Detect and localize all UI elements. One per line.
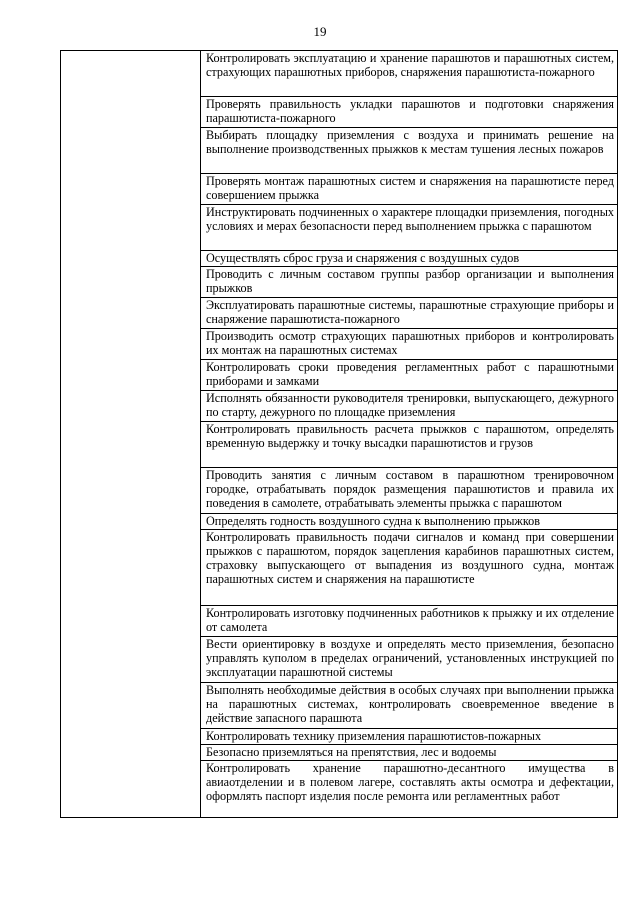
table-row: Определять годность воздушного судна к выполнению прыжков <box>201 514 617 530</box>
page-number: 19 <box>313 24 327 39</box>
table-row: Выполнять необходимые действия в особых случаях при выполнении прыжка на парашютных системах, контролировать своевременное введение в действие запасного парашюта <box>201 683 617 729</box>
table-row: Эксплуатировать парашютные системы, парашютные страхующие приборы и снаряжение парашютиста-пожарного <box>201 298 617 329</box>
table-row: Безопасно приземляться на препятствия, лес и водоемы <box>201 745 617 761</box>
table-row: Инструктировать подчиненных о характере площадки приземления, погодных условиях и мерах безопасности перед выполнением прыжка с парашютом <box>201 205 617 251</box>
table-row: Проводить с личным составом группы разбор организации и выполнения прыжков <box>201 267 617 298</box>
table-row: Контролировать правильность подачи сигналов и команд при совершении прыжков с парашютом, порядок зацепления карабинов парашютных систем, страховку выпускающего от выпадения из воздушного судна, монтаж парашютных систем и снаряжения на парашютисте <box>201 530 617 606</box>
table-row: Проверять монтаж парашютных систем и снаряжения на парашютисте перед совершением прыжка <box>201 174 617 205</box>
table-left-column <box>61 51 201 817</box>
table-right-column <box>201 51 617 817</box>
table-row: Контролировать изготовку подчиненных работников к прыжку и их отделение от самолета <box>201 606 617 637</box>
table-row: Контролировать технику приземления парашютистов-пожарных <box>201 729 617 745</box>
table-row: Контролировать эксплуатацию и хранение парашютов и парашютных систем, страхующих парашютных приборов, снаряжения парашютиста-пожарного <box>201 51 617 97</box>
table-row: Исполнять обязанности руководителя тренировки, выпускающего, дежурного по старту, дежурного по площадке приземления <box>201 391 617 422</box>
table-row: Контролировать хранение парашютно-десантного имущества в авиаотделении и в полевом лагере, составлять акты осмотра и дефектации, оформлять паспорт изделия после ремонта или регламентных работ <box>206 761 614 803</box>
table-row: Производить осмотр страхующих парашютных приборов и контролировать их монтаж на парашютных системах <box>201 329 617 360</box>
table-row: Осуществлять сброс груза и снаряжения с воздушных судов <box>201 251 617 267</box>
table-row: Выбирать площадку приземления с воздуха и принимать решение на выполнение производственных прыжков к местам тушения лесных пожаров <box>201 128 617 174</box>
table-row: Вести ориентировку в воздухе и определять место приземления, безопасно управлять куполом в пределах ограничений, установленных инструкцией по эксплуатации парашютной системы <box>201 637 617 683</box>
table-row: Контролировать сроки проведения регламентных работ с парашютными приборами и замками <box>201 360 617 391</box>
table-row: Проверять правильность укладки парашютов и подготовки снаряжения парашютиста-пожарного <box>201 97 617 128</box>
table-row: Проводить занятия с личным составом в парашютном тренировочном городке, отрабатывать порядок размещения парашютистов и правила их поведения в самолете, отрабатывать элементы прыжка с парашютом <box>201 468 617 514</box>
table-row: Контролировать правильность расчета прыжков с парашютом, определять временную выдержку и точку высадки парашютистов и грузов <box>201 422 617 468</box>
labor-functions-table <box>60 50 618 818</box>
